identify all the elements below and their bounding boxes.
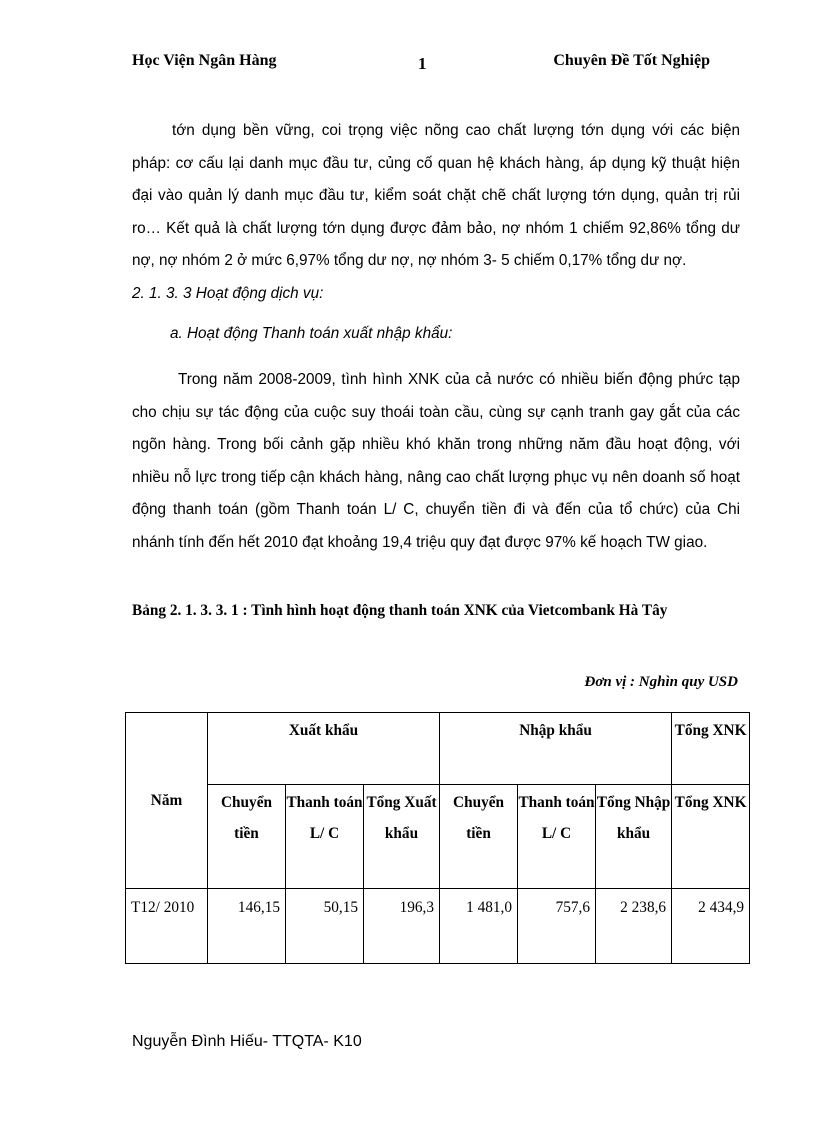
header-title: Chuyên Đề Tốt Nghiệp <box>553 52 710 69</box>
table-row <box>126 889 750 964</box>
cell-export-total: 196,3 <box>364 889 440 964</box>
header-total-xnk: Tổng XNK <box>672 713 750 785</box>
subheader-export-transfer: Chuyển tiền <box>208 785 286 889</box>
subheader-import-total: Tổng Nhập khẩu <box>596 785 672 889</box>
header-institution: Học Viện Ngân Hàng <box>132 52 277 69</box>
subheader-import-lc: Thanh toán L/ C <box>518 785 596 889</box>
paragraph-credit-quality: tớn dụng bền vững, coi trọng việc nõng cao chất lượng tớn dụng với các biện pháp: cơ cấu lại danh mục đầu tư, củng cố quan hệ khách hàng, áp dụng kỹ thuật hiện đại vào quản lý danh mục đầu tư, kiểm soát chặt chẽ chất lượng tớn dụng, quản trị rủi ro… Kết quả là chất lượng tớn dụng được đảm bảo, nợ nhóm 1 chiếm 92,86% tổng dư nợ, nợ nhóm 2 ở mức 6,97% tổng dư nợ, nợ nhóm 3- 5 chiếm 0,17% tổng dư nợ. <box>132 122 740 269</box>
cell-import-transfer: 1 481,0 <box>440 889 518 964</box>
header-import: Nhập khẩu <box>440 713 672 785</box>
subheader-import-transfer: Chuyển tiền <box>440 785 518 889</box>
cell-import-total: 2 238,6 <box>596 889 672 964</box>
header-year: Năm <box>126 713 208 889</box>
section-heading: 2. 1. 3. 3 Hoạt động dịch vụ: <box>132 285 324 302</box>
page-number: 1 <box>418 54 427 73</box>
table-unit: Đơn vị : Nghìn quy USD <box>584 674 738 690</box>
header-export: Xuất khẩu <box>208 713 440 785</box>
cell-import-lc: 757,6 <box>518 889 596 964</box>
cell-export-transfer: 146,15 <box>208 889 286 964</box>
page-footer: Nguyễn Đình Hiếu- TTQTA- K10 <box>132 1033 362 1050</box>
cell-total-xnk: 2 434,9 <box>672 889 750 964</box>
cell-year: T12/ 2010 <box>126 889 208 964</box>
paragraph-xnk-payment: Trong năm 2008-2009, tình hình XNK của cả nước có nhiều biến động phức tạp cho chịu sự tác động của cuộc suy thoái toàn cầu, cùng sự cạnh tranh gay gắt của các ngõn hàng. Trong bối cảnh gặp nhiều khó khăn trong những năm đầu hoạt động, với nhiều nỗ lực trong tiếp cận khách hàng, nâng cao chất lượng phục vụ nên doanh số hoạt động thanh toán (gồm Thanh toán L/ C, chuyển tiền đi và đến của tổ chức) của Chi nhánh tính đến hết 2010 đạt khoảng 19,4 triệu quy đạt được 97% kế hoạch TW giao. <box>132 371 740 551</box>
subheader-total-xnk: Tổng XNK <box>672 785 750 889</box>
subsection-heading: a. Hoạt động Thanh toán xuất nhập khẩu: <box>170 325 453 342</box>
subheader-export-total: Tổng Xuất khẩu <box>364 785 440 889</box>
table-caption: Bảng 2. 1. 3. 3. 1 : Tình hình hoạt động thanh toán XNK của Vietcombank Hà Tây <box>132 602 668 619</box>
subheader-export-lc: Thanh toán L/ C <box>286 785 364 889</box>
page-header <box>132 52 710 76</box>
xnk-payment-table <box>125 712 750 964</box>
cell-export-lc: 50,15 <box>286 889 364 964</box>
